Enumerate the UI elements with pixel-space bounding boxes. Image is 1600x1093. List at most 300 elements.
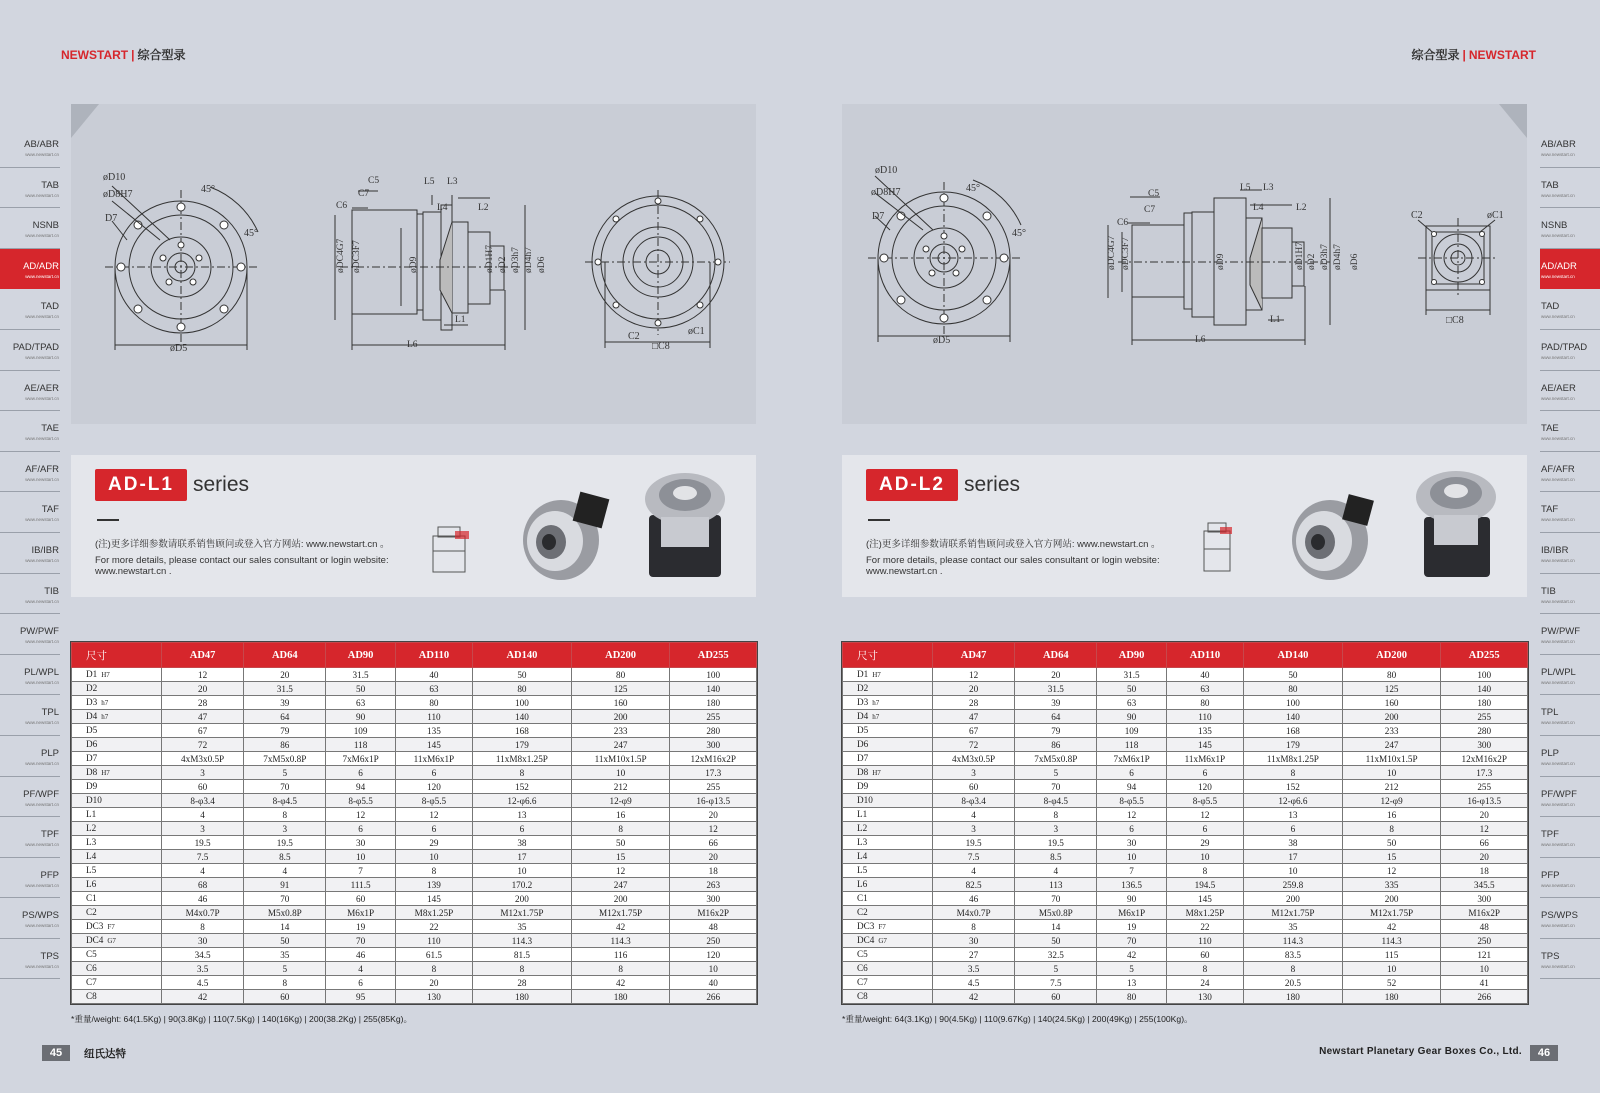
- table-cell: M5x0.8P: [1015, 906, 1097, 920]
- table-cell: 7.5: [933, 850, 1015, 864]
- table-cell: 255: [1441, 710, 1528, 724]
- series-index-item[interactable]: [0, 330, 60, 371]
- row-label-name: D7: [86, 753, 98, 763]
- dim-label-d10: øD10: [875, 165, 898, 176]
- table-cell: 80: [1166, 696, 1243, 710]
- table-cell: M6x1P: [1097, 906, 1166, 920]
- table-cell: 8.5: [1015, 850, 1097, 864]
- series-index-label: TAF: [1541, 504, 1559, 516]
- dim-label-d2: øD2: [1307, 253, 1317, 270]
- table-row: [843, 808, 1528, 822]
- table-row: [72, 920, 757, 934]
- spec-table-left: [71, 642, 757, 1004]
- series-index-item[interactable]: [1540, 249, 1600, 290]
- table-cell: 80: [395, 696, 472, 710]
- drawing-panel-right: [842, 104, 1527, 424]
- table-cell: 90: [326, 710, 395, 724]
- table-cell: 4.5: [162, 976, 244, 990]
- table-header-cell: AD200: [571, 643, 670, 668]
- row-label-name: C5: [86, 949, 97, 959]
- table-cell: 135: [1166, 724, 1243, 738]
- row-label: [843, 920, 933, 934]
- dim-label-d4: øD4h7: [524, 247, 534, 273]
- series-index-item[interactable]: [0, 208, 60, 249]
- table-cell: 12: [1097, 808, 1166, 822]
- row-label-name: L5: [857, 865, 868, 875]
- dim-label-l4: L4: [1253, 203, 1264, 213]
- series-index-item[interactable]: [1540, 127, 1600, 168]
- table-row: [72, 794, 757, 808]
- table-cell: 20.5: [1244, 976, 1343, 990]
- row-label-name: DC4: [857, 935, 875, 945]
- row-label-name: L1: [857, 809, 868, 819]
- contact-note-en: For more details, please contact our sales consultant or login website: www.newstart.cn .: [95, 555, 389, 577]
- table-cell: 13: [1244, 808, 1343, 822]
- table-cell: 17.3: [1441, 766, 1528, 780]
- table-row: [72, 780, 757, 794]
- series-badge: AD-L2: [866, 469, 958, 501]
- table-cell: 160: [571, 696, 670, 710]
- table-cell: 12: [1342, 864, 1441, 878]
- series-index-item[interactable]: [0, 898, 60, 939]
- table-cell: 121: [1441, 948, 1528, 962]
- table-cell: M5x0.8P: [244, 906, 326, 920]
- table-cell: 8-φ5.5: [326, 794, 395, 808]
- series-index-item[interactable]: [1540, 817, 1600, 858]
- table-cell: 42: [571, 976, 670, 990]
- table-cell: 10: [1441, 962, 1528, 976]
- table-cell: 6: [326, 822, 395, 836]
- table-cell: 48: [670, 920, 757, 934]
- table-cell: 12: [395, 808, 472, 822]
- row-label: [843, 710, 933, 724]
- table-cell: 42: [1097, 948, 1166, 962]
- table-row: [843, 948, 1528, 962]
- table-cell: 116: [571, 948, 670, 962]
- series-index-item[interactable]: [1540, 208, 1600, 249]
- table-header-cell: AD140: [1244, 643, 1343, 668]
- table-cell: 7xM5x0.8P: [1015, 752, 1097, 766]
- series-index-item[interactable]: [1540, 492, 1600, 533]
- table-cell: 79: [1015, 724, 1097, 738]
- table-cell: 200: [1342, 710, 1441, 724]
- table-cell: 12: [571, 864, 670, 878]
- series-index-label: PF/WPF: [23, 788, 59, 800]
- series-index-item[interactable]: [0, 168, 60, 209]
- series-index-item[interactable]: [1540, 168, 1600, 209]
- series-index-label: PS/WPS: [1541, 910, 1578, 922]
- series-index-item[interactable]: [0, 452, 60, 493]
- table-row: [72, 822, 757, 836]
- table-cell: 140: [1441, 682, 1528, 696]
- table-cell: 80: [1342, 668, 1441, 682]
- table-cell: 60: [1166, 948, 1243, 962]
- row-label: [72, 864, 162, 878]
- row-label: [72, 836, 162, 850]
- table-cell: 18: [1441, 864, 1528, 878]
- table-cell: 81.5: [473, 948, 572, 962]
- series-index-item[interactable]: [1540, 411, 1600, 452]
- series-index-url: www.newstart.cn: [1541, 152, 1575, 157]
- gearbox-photo-angled: [523, 492, 609, 580]
- series-index-label: TIB: [44, 585, 59, 597]
- series-index-label: TAF: [41, 504, 59, 516]
- table-cell: 3: [933, 822, 1015, 836]
- table-cell: 10: [571, 766, 670, 780]
- table-cell: 7xM6x1P: [1097, 752, 1166, 766]
- table-cell: 15: [571, 850, 670, 864]
- table-cell: 6: [1244, 822, 1343, 836]
- table-cell: 5: [1097, 962, 1166, 976]
- table-header-cell: AD255: [670, 643, 757, 668]
- table-cell: 64: [1015, 710, 1097, 724]
- dim-label-angle: 45°: [201, 184, 215, 195]
- row-label-name: DC3: [86, 921, 104, 931]
- table-cell: 42: [162, 990, 244, 1004]
- dim-label-c1: øC1: [688, 326, 705, 337]
- series-word: series: [193, 473, 250, 496]
- table-cell: 7xM6x1P: [326, 752, 395, 766]
- series-index-item[interactable]: [0, 777, 60, 818]
- series-index-item[interactable]: [0, 533, 60, 574]
- table-cell: 12xM16x2P: [670, 752, 757, 766]
- table-cell: 70: [1015, 892, 1097, 906]
- row-label-name: C7: [86, 977, 97, 987]
- table-cell: 200: [571, 710, 670, 724]
- table-row: [843, 724, 1528, 738]
- row-label-name: L1: [86, 809, 97, 819]
- row-label: [72, 920, 162, 934]
- table-cell: 39: [1015, 696, 1097, 710]
- table-cell: 140: [1244, 710, 1343, 724]
- row-label: [72, 668, 162, 682]
- table-cell: 100: [670, 668, 757, 682]
- table-cell: 8: [1166, 962, 1243, 976]
- dim-label-c2: C2: [628, 331, 640, 342]
- table-row: [72, 738, 757, 752]
- series-index-label: TPL: [1541, 707, 1559, 719]
- table-cell: 66: [670, 836, 757, 850]
- row-label: [843, 990, 933, 1004]
- table-cell: 280: [670, 724, 757, 738]
- table-header-row: [72, 643, 757, 668]
- series-index-url: www.newstart.cn: [25, 273, 59, 279]
- catalog-title: 综合型录: [1411, 48, 1460, 62]
- series-index-item[interactable]: [0, 127, 60, 168]
- series-index-item[interactable]: [0, 695, 60, 736]
- table-cell: 19: [326, 920, 395, 934]
- series-index-item[interactable]: [1540, 898, 1600, 939]
- table-cell: 3: [162, 766, 244, 780]
- series-index-item[interactable]: [1540, 330, 1600, 371]
- table-cell: 139: [395, 878, 472, 892]
- gearbox-outline-icon: [1204, 523, 1232, 571]
- row-label-tolerance: H7: [872, 769, 881, 777]
- series-index-item[interactable]: [1540, 371, 1600, 412]
- table-cell: 170.2: [473, 878, 572, 892]
- table-cell: 13: [473, 808, 572, 822]
- table-cell: 6: [326, 766, 395, 780]
- dim-label-c5: C5: [1148, 189, 1160, 199]
- table-cell: 18: [670, 864, 757, 878]
- table-row: [843, 962, 1528, 976]
- series-index-url: www.newstart.cn: [1541, 923, 1575, 929]
- row-label-tolerance: F7: [878, 923, 886, 931]
- series-index-item[interactable]: [0, 655, 60, 696]
- series-index-label: TAB: [41, 179, 59, 191]
- series-index-label: PFP: [1541, 869, 1560, 881]
- table-cell: 8: [571, 822, 670, 836]
- table-cell: 22: [1166, 920, 1243, 934]
- row-label-name: D6: [857, 739, 869, 749]
- row-label-name: C6: [857, 963, 868, 973]
- series-index-url: www.newstart.cn: [25, 842, 59, 848]
- table-row: [843, 822, 1528, 836]
- series-index-url: www.newstart.cn: [25, 152, 59, 157]
- table-row: [843, 990, 1528, 1004]
- table-cell: 19: [1097, 920, 1166, 934]
- series-index-item[interactable]: [0, 574, 60, 615]
- dim-label-d5: øD5: [170, 343, 188, 354]
- contact-note-cn: (注)更多详细参数请联系销售顾问或登入官方网站: www.newstart.cn 。: [866, 539, 1161, 550]
- row-label-name: L2: [857, 823, 868, 833]
- table-cell: 255: [1441, 780, 1528, 794]
- table-cell: 50: [1342, 836, 1441, 850]
- table-cell: 8: [933, 920, 1015, 934]
- table-cell: 72: [933, 738, 1015, 752]
- series-index-url: www.newstart.cn: [1541, 760, 1575, 766]
- dim-label-d8: øD8H7: [871, 187, 901, 198]
- dim-label-d1: øD1H7: [1295, 242, 1305, 270]
- row-label: [843, 752, 933, 766]
- series-index-label: AB/ABR: [24, 139, 59, 150]
- table-cell: 20: [1441, 808, 1528, 822]
- dim-label-c5: C5: [368, 176, 380, 186]
- table-cell: 168: [473, 724, 572, 738]
- table-cell: 10: [395, 850, 472, 864]
- table-cell: 4: [1015, 864, 1097, 878]
- table-row: [843, 752, 1528, 766]
- table-row: [72, 976, 757, 990]
- table-cell: 27: [933, 948, 1015, 962]
- table-cell: 109: [1097, 724, 1166, 738]
- table-row: [72, 696, 757, 710]
- series-index-item[interactable]: [0, 492, 60, 533]
- contact-note-cn: (注)更多详细参数请联系销售顾问或登入官方网站: www.newstart.cn 。: [95, 539, 390, 550]
- row-label-name: L4: [857, 851, 868, 861]
- table-cell: 10: [670, 962, 757, 976]
- table-cell: 64: [244, 710, 326, 724]
- table-cell: 180: [473, 990, 572, 1004]
- row-label-tolerance: h7: [872, 713, 880, 721]
- row-label-tolerance: h7: [872, 699, 880, 707]
- dim-label-l1: L1: [1270, 315, 1281, 325]
- table-cell: 80: [571, 668, 670, 682]
- table-cell: M16x2P: [1441, 906, 1528, 920]
- table-cell: 28: [162, 696, 244, 710]
- series-index-label: TPS: [40, 950, 59, 962]
- series-index-item[interactable]: [1540, 939, 1600, 980]
- table-cell: 31.5: [1015, 682, 1097, 696]
- page-number: 46: [1530, 1045, 1558, 1061]
- series-index-url: www.newstart.cn: [25, 639, 59, 645]
- series-index-item[interactable]: [1540, 695, 1600, 736]
- series-index-item[interactable]: [1540, 533, 1600, 574]
- table-header-cell: 尺寸: [843, 643, 933, 668]
- table-cell: 110: [1166, 934, 1243, 948]
- table-cell: 4: [933, 864, 1015, 878]
- series-index-item[interactable]: [0, 249, 60, 290]
- table-row: [72, 906, 757, 920]
- series-index-url: www.newstart.cn: [25, 395, 59, 401]
- table-cell: M8x1.25P: [1166, 906, 1243, 920]
- table-cell: 125: [571, 682, 670, 696]
- series-index-url: www.newstart.cn: [25, 598, 59, 604]
- series-index-item[interactable]: [0, 411, 60, 452]
- series-index-url: www.newstart.cn: [25, 314, 59, 320]
- table-cell: 30: [162, 934, 244, 948]
- table-row: [843, 864, 1528, 878]
- table-cell: 16-φ13.5: [1441, 794, 1528, 808]
- table-cell: 5: [244, 766, 326, 780]
- series-index-label: TAE: [41, 423, 59, 435]
- row-label-tolerance: H7: [872, 671, 881, 679]
- spec-table-right: [842, 642, 1528, 1004]
- table-cell: 12-φ6.6: [1244, 794, 1343, 808]
- dim-label-l6: L6: [407, 340, 418, 350]
- table-cell: 60: [244, 990, 326, 1004]
- table-cell: 7xM5x0.8P: [244, 752, 326, 766]
- table-cell: 35: [1244, 920, 1343, 934]
- row-label-name: C2: [86, 907, 97, 917]
- table-cell: 8: [244, 976, 326, 990]
- table-cell: 145: [1166, 738, 1243, 752]
- series-index-url: www.newstart.cn: [25, 760, 59, 766]
- table-cell: 20: [1441, 850, 1528, 864]
- series-index-item[interactable]: [0, 939, 60, 980]
- row-label: [843, 822, 933, 836]
- table-cell: 136.5: [1097, 878, 1166, 892]
- series-index-item[interactable]: [1540, 614, 1600, 655]
- table-cell: 6: [395, 766, 472, 780]
- series-index-label: AD/ADR: [1541, 260, 1577, 272]
- table-cell: 90: [1097, 710, 1166, 724]
- series-index-item[interactable]: [1540, 574, 1600, 615]
- row-label-name: L3: [857, 837, 868, 847]
- table-cell: 70: [1015, 780, 1097, 794]
- table-row: [843, 738, 1528, 752]
- dim-label-d3: øD3h7: [1320, 244, 1330, 270]
- row-label-name: D3: [86, 697, 98, 707]
- table-cell: 120: [1166, 780, 1243, 794]
- table-cell: 8: [571, 962, 670, 976]
- table-cell: 130: [395, 990, 472, 1004]
- series-index-item[interactable]: [0, 736, 60, 777]
- row-label: [843, 934, 933, 948]
- series-index-label: IB/IBR: [1541, 544, 1569, 556]
- table-cell: 86: [1015, 738, 1097, 752]
- table-cell: 140: [473, 710, 572, 724]
- series-index-item[interactable]: [0, 289, 60, 330]
- dim-label-l5: L5: [1240, 183, 1251, 193]
- table-row: [843, 878, 1528, 892]
- dim-label-angle: 45°: [966, 183, 980, 194]
- table-cell: 8: [1244, 766, 1343, 780]
- table-cell: 30: [1097, 836, 1166, 850]
- gearbox-photo-upright: [645, 473, 725, 577]
- dim-label-c7: C7: [1144, 205, 1156, 215]
- table-row: [843, 850, 1528, 864]
- table-cell: 17: [473, 850, 572, 864]
- table-cell: 4: [162, 864, 244, 878]
- series-index-item[interactable]: [1540, 858, 1600, 899]
- row-label: [843, 808, 933, 822]
- row-label: [843, 738, 933, 752]
- table-cell: 300: [1441, 892, 1528, 906]
- table-cell: 38: [473, 836, 572, 850]
- series-index-label: TIB: [1541, 585, 1556, 597]
- series-index-url: www.newstart.cn: [1541, 963, 1575, 969]
- right-series-index: [1540, 127, 1600, 979]
- table-cell: 47: [162, 710, 244, 724]
- table-row: [72, 864, 757, 878]
- row-label: [72, 850, 162, 864]
- row-label: [72, 710, 162, 724]
- table-cell: 160: [1342, 696, 1441, 710]
- table-cell: 130: [1166, 990, 1243, 1004]
- row-label-name: DC4: [86, 935, 104, 945]
- series-index-url: www.newstart.cn: [1541, 882, 1575, 888]
- table-cell: 194.5: [1166, 878, 1243, 892]
- row-label: [843, 766, 933, 780]
- row-label-name: D4: [86, 711, 98, 721]
- row-label: [843, 724, 933, 738]
- table-cell: 200: [473, 892, 572, 906]
- table-cell: 91: [244, 878, 326, 892]
- series-index-item[interactable]: [0, 614, 60, 655]
- series-index-item[interactable]: [0, 817, 60, 858]
- series-index-item[interactable]: [1540, 655, 1600, 696]
- table-cell: 3: [244, 822, 326, 836]
- table-cell: 250: [1441, 934, 1528, 948]
- series-index-item[interactable]: [0, 371, 60, 412]
- table-cell: 42: [571, 920, 670, 934]
- table-cell: 19.5: [933, 836, 1015, 850]
- table-row: [843, 710, 1528, 724]
- series-index-item[interactable]: [1540, 736, 1600, 777]
- series-index-item[interactable]: [1540, 452, 1600, 493]
- row-label-name: C8: [857, 991, 868, 1001]
- table-row: [72, 850, 757, 864]
- table-cell: 152: [1244, 780, 1343, 794]
- table-cell: 6: [326, 976, 395, 990]
- dim-label-c6: C6: [336, 201, 348, 211]
- table-cell: 46: [162, 892, 244, 906]
- series-index-item[interactable]: [1540, 289, 1600, 330]
- table-cell: 46: [933, 892, 1015, 906]
- table-cell: 50: [571, 836, 670, 850]
- series-index-url: www.newstart.cn: [1541, 557, 1575, 563]
- series-index-item[interactable]: [0, 858, 60, 899]
- series-index-label: TAD: [40, 301, 59, 313]
- table-cell: 212: [571, 780, 670, 794]
- dim-label-dc3: øDC3F7: [1121, 237, 1131, 270]
- table-cell: 67: [933, 724, 1015, 738]
- table-cell: 200: [571, 892, 670, 906]
- row-label: [72, 906, 162, 920]
- table-cell: 114.3: [473, 934, 572, 948]
- series-index-item[interactable]: [1540, 777, 1600, 818]
